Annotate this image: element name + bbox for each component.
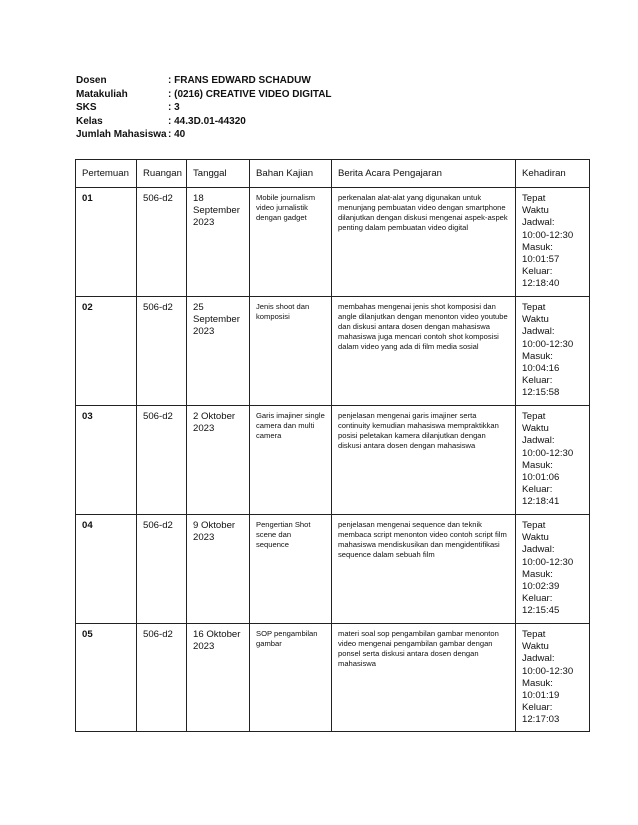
- header-ruangan: Ruangan: [137, 160, 187, 188]
- header-kehadiran: Kehadiran: [516, 160, 590, 188]
- table-row: [76, 188, 590, 297]
- info-label: Kelas: [76, 115, 103, 127]
- cell-tanggal: 25 September 2023: [187, 297, 250, 406]
- cell-tanggal: 9 Oktober 2023: [187, 515, 250, 624]
- cell-tanggal: 18 September 2023: [187, 188, 250, 297]
- table-row: [76, 297, 590, 406]
- attendance-table: [75, 159, 590, 732]
- info-value: : 3: [168, 102, 180, 113]
- cell-berita-acara: membahas mengenai jenis shot komposisi dan angle dilanjutkan dengan menonton video youtube dan diskusi antara dosen dengan mahasiswa mahasiswa juga mencari contoh shot komposisi dalam video yang ada di film media sosial: [332, 297, 516, 406]
- table-row: [76, 624, 590, 732]
- info-label: Dosen: [76, 75, 107, 86]
- cell-kehadiran: [516, 515, 590, 624]
- kehadiran-line: Waktu: [522, 314, 549, 326]
- cell-pertemuan: 01: [76, 188, 137, 297]
- cell-bahan-kajian: Mobile journalism video jurnalistik dengan gadget: [250, 188, 332, 297]
- kehadiran-line: Keluar:: [522, 266, 553, 278]
- kehadiran-line: Tepat: [522, 520, 546, 531]
- cell-bahan-kajian: Jenis shoot dan komposisi: [250, 297, 332, 406]
- kehadiran-line: 10:01:06: [522, 472, 560, 484]
- kehadiran-line: Keluar:: [522, 593, 553, 605]
- kehadiran-line: Waktu: [522, 205, 549, 217]
- cell-tanggal: 2 Oktober 2023: [187, 406, 250, 515]
- cell-ruangan: 506-d2: [137, 188, 187, 297]
- kehadiran-line: 10:00-12:30: [522, 665, 574, 677]
- cell-ruangan: 506-d2: [137, 515, 187, 624]
- kehadiran-line: Jadwal:: [522, 217, 555, 229]
- kehadiran-line: 12:17:03: [522, 714, 560, 726]
- cell-ruangan: 506-d2: [137, 406, 187, 515]
- kehadiran-line: 12:15:58: [522, 387, 560, 399]
- kehadiran-line: Masuk:: [522, 350, 553, 362]
- cell-pertemuan: 03: [76, 406, 137, 515]
- cell-berita-acara: materi soal sop pengambilan gambar menonton video mengenai pengambilan gambar dengan ponsel serta diskusi antara dosen dengan mahasiswa: [332, 624, 516, 732]
- kehadiran-line: 10:02:39: [522, 581, 560, 593]
- cell-bahan-kajian: Pengertian Shot scene dan sequence: [250, 515, 332, 624]
- info-row-dosen: [76, 74, 332, 88]
- kehadiran-line: Tepat: [522, 193, 546, 204]
- info-row-sks: [76, 101, 332, 115]
- kehadiran-line: Waktu: [522, 641, 549, 653]
- header-bahan-kajian: Bahan Kajian: [250, 160, 332, 188]
- info-row-matakuliah: [76, 88, 332, 102]
- cell-berita-acara: penjelasan mengenai garis imajiner serta continuity kemudian mahasiswa mempraktikkan posisi peletakan kamera dilanjutkan dengan diskusi antara dosen dengan mahasiswa: [332, 406, 516, 515]
- kehadiran-line: Jadwal:: [522, 544, 555, 556]
- cell-ruangan: 506-d2: [137, 297, 187, 406]
- kehadiran-line: 10:01:57: [522, 254, 560, 266]
- cell-kehadiran: [516, 624, 590, 732]
- cell-pertemuan: 05: [76, 624, 137, 732]
- kehadiran-line: Jadwal:: [522, 435, 555, 447]
- kehadiran-line: Keluar:: [522, 375, 553, 387]
- kehadiran-line: 12:18:40: [522, 278, 560, 290]
- cell-bahan-kajian: SOP pengambilan gambar: [250, 624, 332, 732]
- info-value: : (0216) CREATIVE VIDEO DIGITAL: [168, 88, 332, 100]
- cell-berita-acara: penjelasan mengenai sequence dan teknik membaca script menonton video contoh script film mahasiswa mendiskusikan dan mengidentifikasi sequence dalam sebuah film: [332, 515, 516, 624]
- kehadiran-line: Keluar:: [522, 702, 553, 714]
- kehadiran-line: Jadwal:: [522, 653, 555, 665]
- kehadiran-line: Masuk:: [522, 568, 553, 580]
- kehadiran-line: Keluar:: [522, 484, 553, 496]
- kehadiran-line: 10:00-12:30: [522, 556, 574, 568]
- cell-bahan-kajian: Garis imajiner single camera dan multi camera: [250, 406, 332, 515]
- kehadiran-line: Jadwal:: [522, 326, 555, 338]
- kehadiran-line: Masuk:: [522, 677, 553, 689]
- kehadiran-line: Tepat: [522, 629, 546, 640]
- table-row: [76, 515, 590, 624]
- info-value: : 40: [168, 129, 186, 140]
- cell-kehadiran: [516, 188, 590, 297]
- header-tanggal: Tanggal: [187, 160, 250, 188]
- cell-pertemuan: 04: [76, 515, 137, 624]
- kehadiran-line: Tepat: [522, 411, 546, 422]
- kehadiran-line: Masuk:: [522, 241, 553, 253]
- kehadiran-line: Waktu: [522, 532, 549, 544]
- info-label: Jumlah Mahasiswa: [76, 129, 167, 140]
- kehadiran-line: 10:00-12:30: [522, 338, 574, 350]
- kehadiran-line: Masuk:: [522, 459, 553, 471]
- cell-ruangan: 506-d2: [137, 624, 187, 732]
- info-label: SKS: [76, 102, 97, 113]
- info-value: : FRANS EDWARD SCHADUW: [168, 75, 311, 86]
- kehadiran-line: 10:00-12:30: [522, 447, 574, 459]
- course-info: [76, 74, 332, 142]
- cell-pertemuan: 02: [76, 297, 137, 406]
- info-row-kelas: [76, 115, 332, 129]
- kehadiran-line: 10:01:19: [522, 690, 560, 702]
- cell-kehadiran: [516, 406, 590, 515]
- header-pertemuan: Pertemuan: [76, 160, 137, 188]
- table-row: [76, 406, 590, 515]
- kehadiran-line: 10:04:16: [522, 363, 560, 375]
- kehadiran-line: 10:00-12:30: [522, 229, 574, 241]
- header-berita-acara: Berita Acara Pengajaran: [332, 160, 516, 188]
- table-header-row: [76, 160, 590, 188]
- kehadiran-line: Tepat: [522, 302, 546, 313]
- kehadiran-line: 12:15:45: [522, 605, 560, 617]
- info-row-jumlah-mahasiswa: [76, 128, 332, 142]
- cell-tanggal: 16 Oktober 2023: [187, 624, 250, 732]
- info-label: Matakuliah: [76, 88, 128, 100]
- kehadiran-line: 12:18:41: [522, 496, 560, 508]
- cell-kehadiran: [516, 297, 590, 406]
- info-value: : 44.3D.01-44320: [168, 115, 246, 127]
- kehadiran-line: Waktu: [522, 423, 549, 435]
- cell-berita-acara: perkenalan alat-alat yang digunakan untuk menunjang pembuatan video dengan smartphone dilanjutkan dengan diskusi mengenai aspek-aspek penting dalam pembuatan video digital: [332, 188, 516, 297]
